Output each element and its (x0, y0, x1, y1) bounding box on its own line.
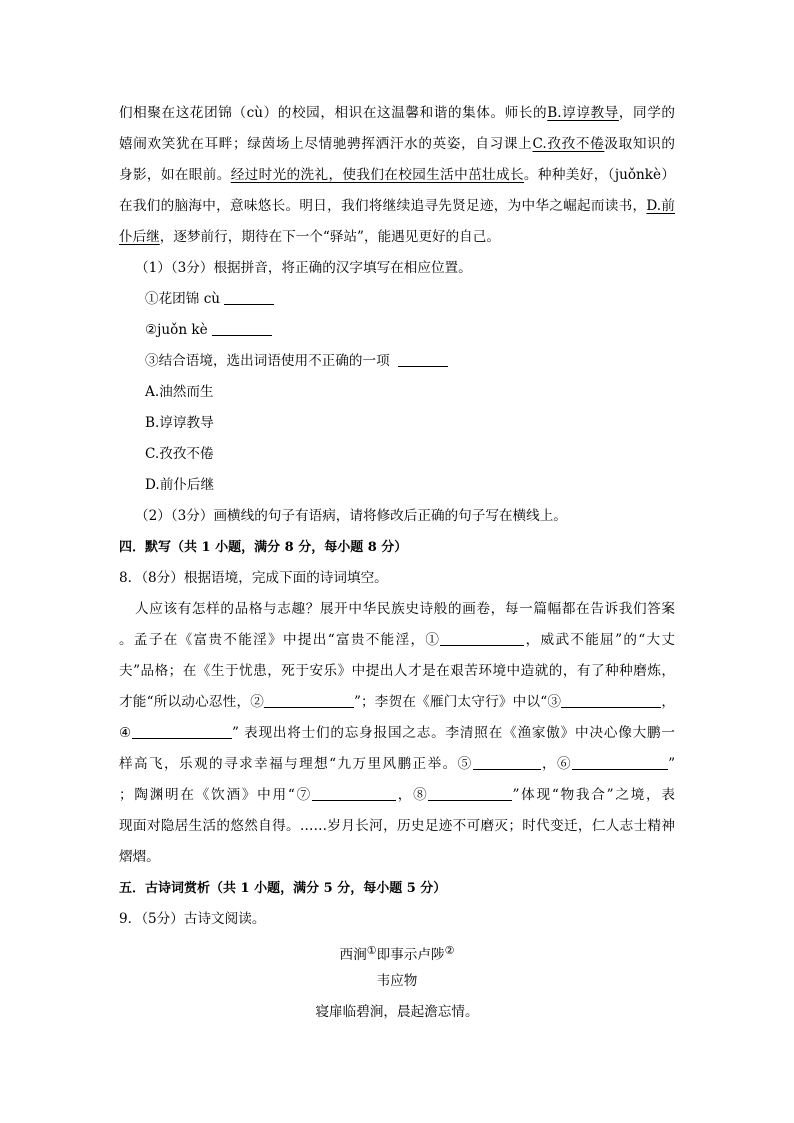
poem-line-1: 寝扉临碧涧，晨起澹忘情。 (315, 1004, 479, 1020)
answer-blank-7[interactable] (312, 786, 396, 801)
passage-line-2 (119, 129, 675, 160)
option-d: D.前仆后继 (145, 477, 215, 493)
item-label: ①花团锦 cù (145, 291, 221, 307)
passage-text: 嬉闹欢笑犹在耳畔；绿茵场上尽情驰骋挥洒汗水的英姿，自习课上 (119, 136, 533, 152)
passage-line-4 (119, 191, 675, 222)
footnote-marker: ① (366, 944, 377, 957)
para-text: ，威武不能屈”的“大丈 (524, 632, 675, 648)
answer-blank-4[interactable] (132, 724, 232, 739)
q7-part1: （1）（3分）根据拼音，将正确的汉字填写在相应位置。 (135, 260, 472, 276)
section5-heading: 五．古诗词赏析（共 1 小题，满分 5 分，每小题 5 分） (119, 881, 447, 896)
q7-item1 (119, 284, 675, 315)
passage-text: ，同学的 (618, 105, 676, 121)
passage-line-3 (119, 160, 675, 191)
answer-blank[interactable] (224, 290, 274, 305)
q8-para-line-4 (119, 687, 675, 718)
para-text: ” (668, 756, 676, 772)
para-text: ④ (119, 725, 132, 741)
underlined-option-b: B.谆谆教导 (547, 105, 619, 121)
answer-blank-1[interactable] (440, 631, 524, 646)
poem-author: 韦应物 (376, 973, 418, 989)
q8-para-line-1: 人应该有怎样的品格与志趣？展开中华民族史诗般的画卷，每一篇幅都在告诉我们答案 (135, 601, 675, 617)
para-text: ；陶渊明在《饮酒》中用“⑦ (119, 787, 312, 803)
para-text: ” 表现出将士们的忘身报国之志。李清照在《渔家傲》中决心像大鹏一 (231, 725, 675, 741)
option-c: C.孜孜不倦 (145, 446, 214, 462)
para-text: ， (661, 694, 675, 710)
q8-para-line-2 (119, 625, 675, 656)
poem-title (119, 935, 675, 966)
q7-item3 (119, 346, 675, 377)
q8-para-line-9: 熠熠。 (119, 849, 160, 865)
underlined-option-c: C.孜孜不倦 (532, 136, 605, 152)
option-b: B.谆谆教导 (145, 415, 214, 431)
section4-heading: 四．默写（共 1 小题，满分 8 分，每小题 8 分） (119, 540, 408, 555)
para-text: ”；李贺在《雁门太守行》中以“③ (354, 694, 562, 710)
option-a: A.油然而生 (145, 384, 214, 400)
para-text: 样高飞，乐观的寻求幸福与理想“九万里风鹏正举。⑤ (119, 756, 473, 772)
poem-title-text: 西涧 (339, 947, 367, 963)
footnote-marker: ② (444, 944, 455, 957)
para-text: 。孟子在《富贵不能淫》中提出“富贵不能淫，① (119, 632, 441, 648)
item-label: ②juǒn kè (145, 322, 208, 338)
passage-text: 汲取知识的 (604, 136, 676, 152)
para-text: ”体现“物我合”之境，表 (512, 787, 675, 803)
q8-para-line-6 (119, 749, 675, 780)
para-text: ，⑧ (395, 787, 429, 803)
passage-text: ，逐梦前行，期待在下一个“驿站”，能遇见更好的自己。 (159, 229, 500, 245)
passage-text: 们相聚在这花团锦（cù）的校园，相识在这温馨和谐的集体。师长的 (119, 105, 548, 121)
q8-para-line-7 (119, 780, 675, 811)
underlined-sentence: 经过时光的洗礼，使我们在校园生活中茁壮成长 (230, 167, 524, 183)
answer-blank-5[interactable] (473, 755, 541, 770)
para-text: 才能“所以动心忍性，② (119, 694, 265, 710)
document-page (119, 98, 675, 1028)
q8-para-line-8: 现面对隐居生活的悠然自得。……岁月长河，历史足迹不可磨灭；时代变迁，仁人志士精神 (119, 818, 675, 834)
q8-title: 8．（8分）根据语境，完成下面的诗词填空。 (119, 570, 388, 586)
answer-blank-2[interactable] (264, 693, 354, 708)
underlined-option-d-cont: 仆后继 (119, 229, 160, 245)
q7-item2 (119, 315, 675, 346)
passage-line-5 (119, 222, 675, 253)
q7-part2: （2）（3分）画横线的句子有语病，请将修改后正确的句子写在横线上。 (135, 508, 567, 524)
q8-para-line-3: 夫”品格；在《生于忧患，死于安乐》中提出人才是在艰苦环境中造就的，有了种种磨炼， (119, 663, 675, 679)
item-label: ③结合语境，选出词语使用不正确的一项 (145, 353, 390, 369)
answer-blank-3[interactable] (561, 693, 661, 708)
q9-title: 9．（5分）古诗文阅读。 (119, 911, 266, 927)
passage-text: 在我们的脑海中，意味悠长。明日，我们将继续追寻先贤足迹，为中华之崛起而读书， (119, 198, 647, 214)
answer-blank[interactable] (212, 321, 272, 336)
para-text: ，⑥ (540, 756, 573, 772)
poem-title-text: 即事示卢陟 (376, 947, 445, 963)
answer-blank-8[interactable] (428, 786, 512, 801)
passage-text: 身影，如在眼前。 (119, 167, 231, 183)
passage-line-1 (119, 98, 675, 129)
q8-para-line-5 (119, 718, 675, 749)
answer-blank[interactable] (398, 352, 448, 367)
passage-text: 。种种美好，（juǒnkè） (523, 167, 676, 183)
underlined-option-d: D.前 (646, 198, 675, 214)
answer-blank-6[interactable] (572, 755, 668, 770)
